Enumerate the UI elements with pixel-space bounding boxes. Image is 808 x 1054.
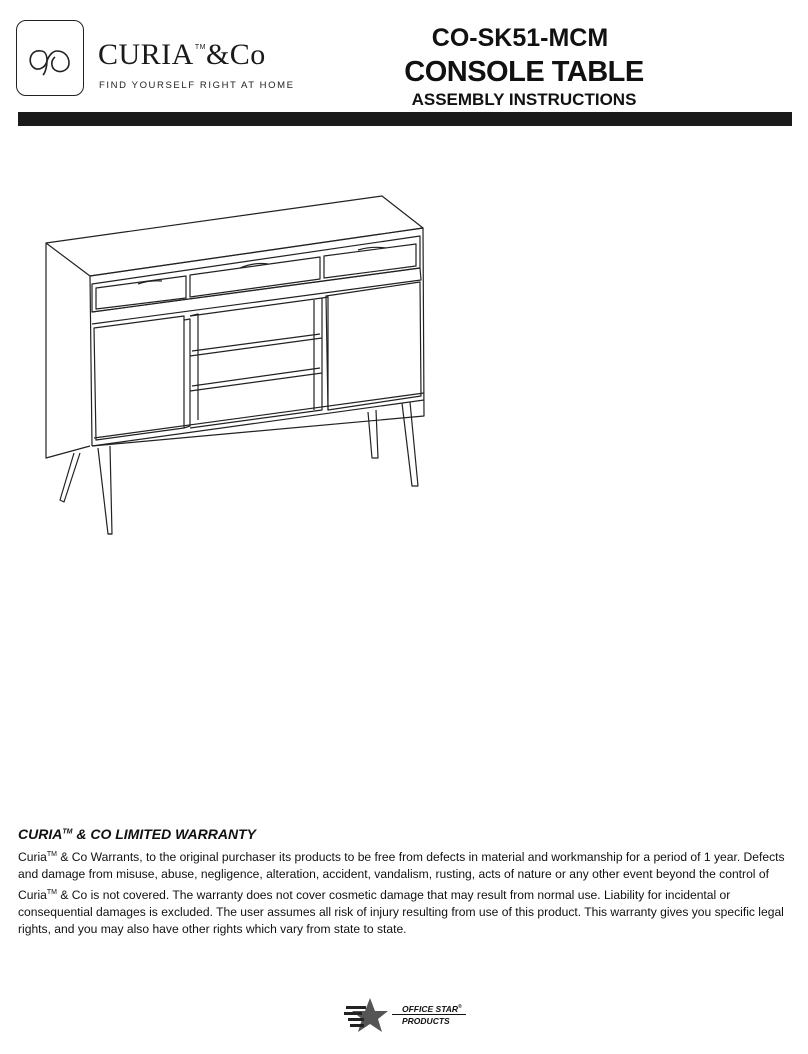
model-number: CO-SK51-MCM xyxy=(431,24,609,52)
header-divider xyxy=(18,112,792,126)
product-title: CONSOLE TABLE xyxy=(404,56,644,88)
brand-name: CURIA™&Co xyxy=(98,38,266,71)
warranty-text: Curia™ & Co Warrants, to the original purchaser its products to be free from defects in material and workmanship for a period of 1 year. Defects and damage from misuse, abuse, negligence, alteration, accident, vandalism, rusting, acts of nature or any other event beyond the control of Curia™ & Co is not covered. The warranty does not cover cosmetic damage that may result from normal use. Liability for incidental or consequential damages is excluded. The user assumes all risk of injury resulting from use of this product. This warranty gives you specific legal rights, and you may also have other rights which vary from state to state. xyxy=(18,850,785,937)
brand-tagline: FIND YOURSELF RIGHT AT HOME xyxy=(99,80,295,91)
office-star-divider xyxy=(392,1014,466,1015)
office-star-products: PRODUCTS xyxy=(402,1016,450,1026)
warranty-title: CURIA™ & CO LIMITED WARRANTY xyxy=(18,826,256,842)
office-star-name: OFFICE STAR® xyxy=(402,1004,462,1014)
document-subtitle: ASSEMBLY INSTRUCTIONS xyxy=(411,90,637,109)
monogram-icon xyxy=(17,21,85,97)
office-star-logo-icon xyxy=(340,994,400,1040)
console-table-illustration xyxy=(40,188,440,548)
brand-monogram-logo xyxy=(16,20,84,96)
